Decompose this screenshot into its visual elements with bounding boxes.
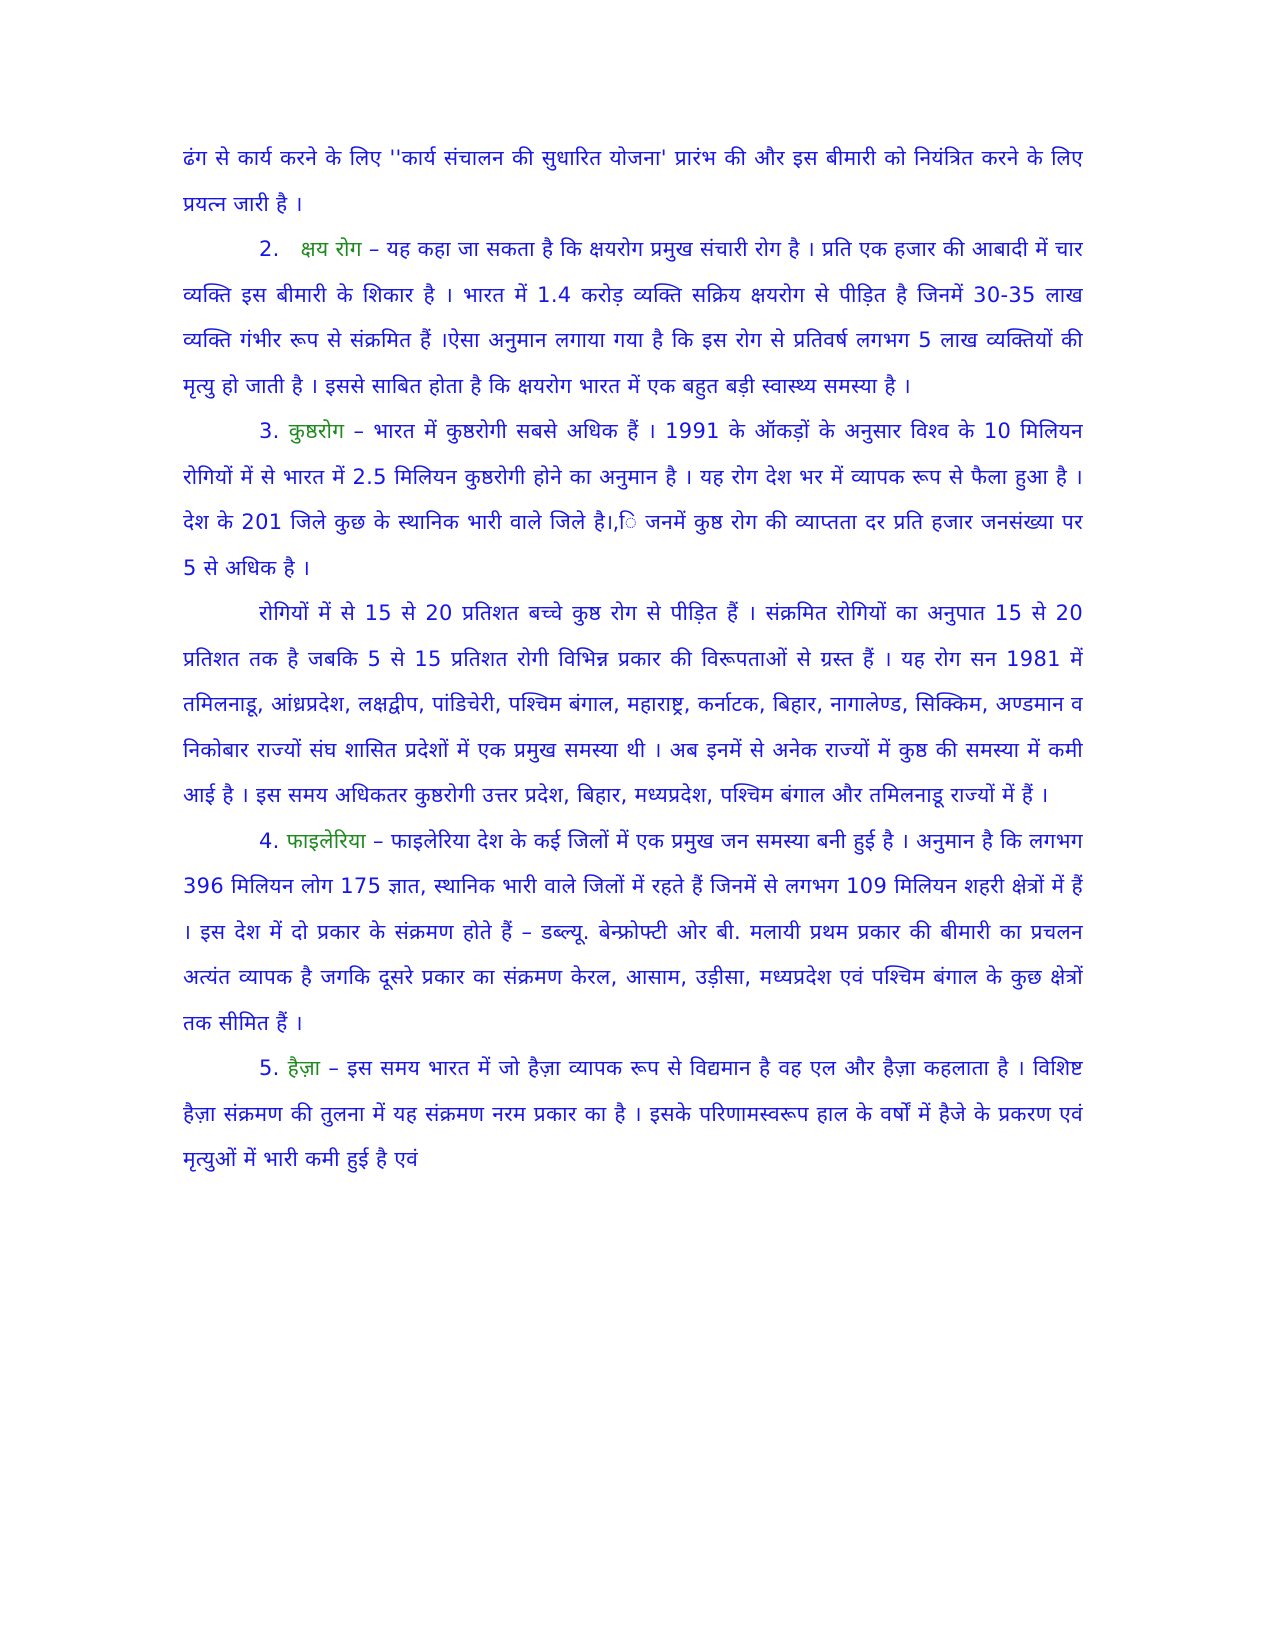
paragraph-leprosy-statistics	[183, 591, 1083, 819]
section-number: 2.	[259, 237, 280, 261]
section-heading: कुष्ठरोग	[288, 419, 345, 443]
paragraph-cholera	[183, 1046, 1083, 1183]
paragraph-text: – यह कहा जा सकता है कि क्षयरोग प्रमुख संचारी रोग है । प्रति एक हजार की आबादी में चार व्यक्ति इस बीमारी के शिकार है । भारत में 1.4 करोड़ व्यक्ति सक्रिय क्षयरोग से पीड़ित है जिनमें 30-35 लाख व्यक्ति गंभीर रूप से संक्रमित हैं ।ऐसा अनुमान लगाया गया है कि इस रोग से प्रतिवर्ष लगभग 5 लाख व्यक्तियों की मृत्यु हो जाती है । इससे साबित होता है कि क्षयरोग भारत में एक बहुत बड़ी स्वास्थ्य समस्या है ।	[183, 237, 1083, 398]
paragraph-text: – भारत में कुष्ठरोगी सबसे अधिक हैं । 1991 के ऑकड़ों के अनुसार विश्व के 10 मिलियन रोगियों में से भारत में 2.5 मिलियन कुष्ठरोगी होने का अनुमान है । यह रोग देश भर में व्यापक रूप से फैला हुआ है । देश के 201 जिले कुछ के स्थानिक भारी वाले जिले है।,ि जनमें कुष्ठ रोग की व्याप्तता दर प्रति हजार जनसंख्या पर 5 से अधिक है ।	[183, 419, 1083, 580]
paragraph-text: – इस समय भारत में जो हैज़ा व्यापक रूप से विद्यमान है वह एल और हैज़ा कहलाता है । विशिष्ट हैज़ा संक्रमण की तुलना में यह संक्रमण नरम प्रकार का है । इसके परिणामस्वरूप हाल के वर्षों में हैजे के प्रकरण एवं मृत्युओं में भारी कमी हुई है एवं	[183, 1056, 1083, 1171]
section-heading: फाइलेरिया	[286, 828, 366, 853]
document-body	[183, 136, 1083, 1183]
paragraph-text: – फाइलेरिया देश के कई जिलों में एक प्रमुख जन समस्या बनी हुई है । अनुमान है कि लगभग 396 मिलियन लोग 175 ज्ञात, स्थानिक भारी वाले जिलों में रहते हैं जिनमें से लगभग 109 मिलियन शहरी क्षेत्रों में हैं । इस देश में दो प्रकार के संक्रमण होते हैं – डब्ल्यू. बेन्फ्रोफ्टी ओर बी. मलायी प्रथम प्रकार की बीमारी का प्रचलन अत्यंत व्यापक है जगकि दूसरे प्रकार का संक्रमण केरल, आसाम, उड़ीसा, मध्यप्रदेश एवं पश्चिम बंगाल के कुछ क्षेत्रों तक सीमित हैं ।	[183, 828, 1083, 1035]
paragraph-intro-continuation	[183, 136, 1083, 227]
paragraph-text: रोगियों में से 15 से 20 प्रतिशत बच्चे कुष्ठ रोग से पीड़ित हैं । संक्रमित रोगियों का अनुपात 15 से 20 प्रतिशत तक है जबकि 5 से 15 प्रतिशत रोगी विभिन्न प्रकार की विरूपताओं से ग्रस्त हैं । यह रोग सन 1981 में तमिलनाडू, आंध्रप्रदेश, लक्षद्वीप, पांडिचेरी, पश्चिम बंगाल, महाराष्ट्र, कर्नाटक, बिहार, नागालेण्ड, सिक्किम, अण्डमान व निकोबार राज्यों संघ शासित प्रदेशों में एक प्रमुख समस्या थी । अब इनमें से अनेक राज्यों में कुष्ठ की समस्या में कमी आई है । इस समय अधिकतर कुष्ठरोगी उत्तर प्रदेश, बिहार, मध्यप्रदेश, पश्चिम बंगाल और तमिलनाडू राज्यों में हैं ।	[183, 601, 1083, 807]
paragraph-filaria	[183, 819, 1083, 1047]
section-number: 3.	[259, 419, 280, 443]
section-heading: हैज़ा	[287, 1056, 321, 1080]
section-number: 5.	[259, 1056, 280, 1080]
section-number: 4.	[259, 828, 280, 853]
paragraph-leprosy	[183, 409, 1083, 591]
section-heading: क्षय रोग	[300, 237, 362, 261]
paragraph-tuberculosis	[183, 227, 1083, 409]
paragraph-text: ढंग से कार्य करने के लिए ''कार्य संचालन की सुधारित योजना' प्रारंभ की और इस बीमारी को नियंत्रित करने के लिए प्रयत्न जारी है ।	[183, 146, 1083, 216]
